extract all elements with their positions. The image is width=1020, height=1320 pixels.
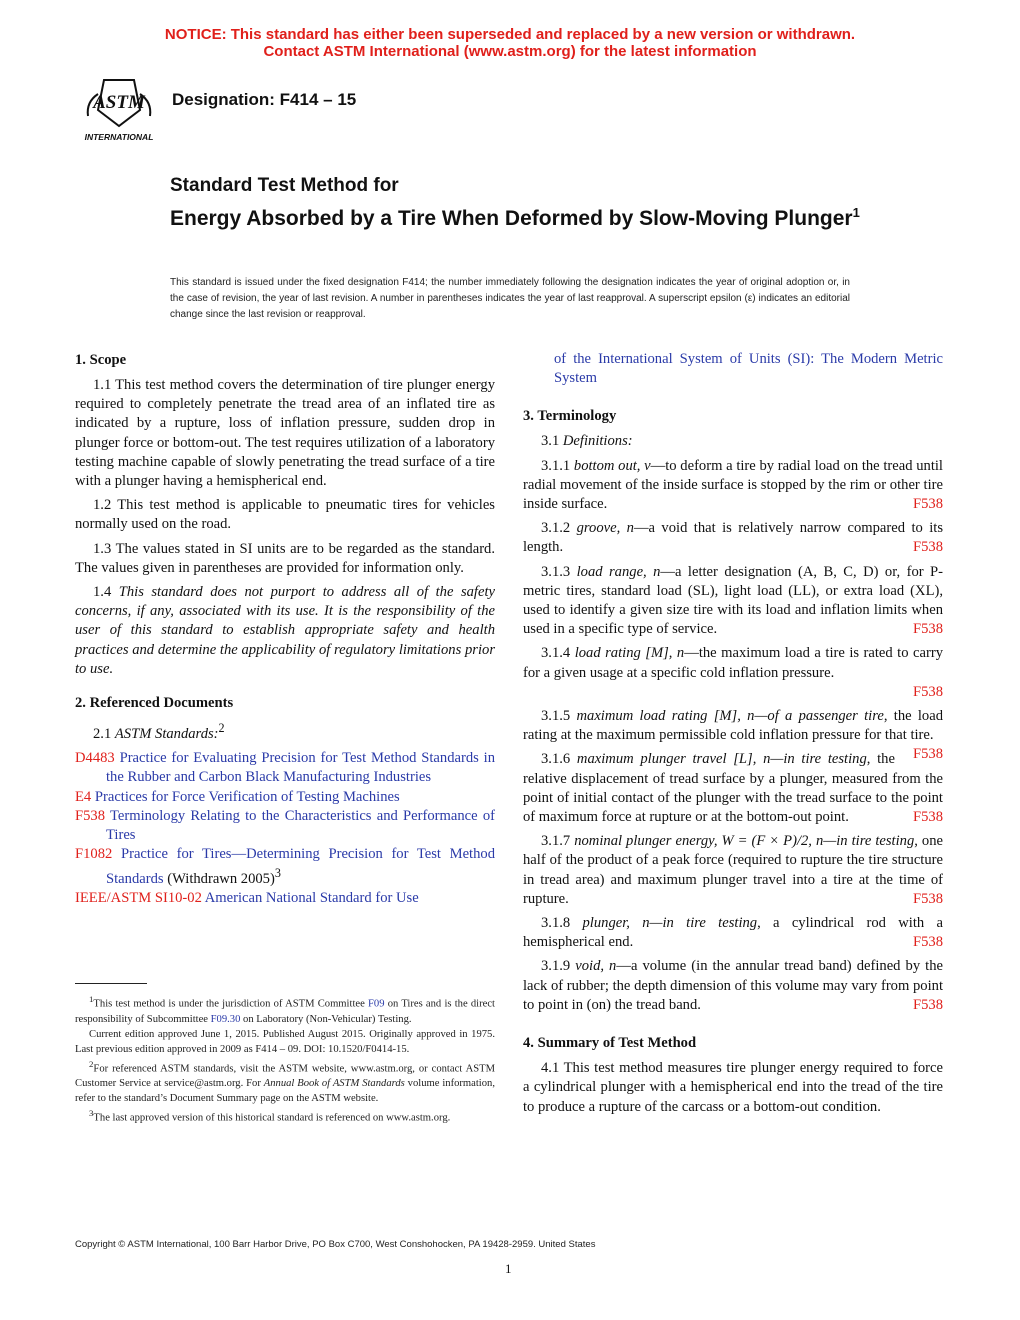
- footnote-1-edition: Current edition approved June 1, 2015. Published August 2015. Originally approved in 1975. Last previous edition approved in 2009 as F414 – 09. DOI: 10.1520/F0414-15.: [75, 1028, 495, 1055]
- footnote-3: [75, 1106, 495, 1126]
- footnote-text: The last approved version of this historical standard is referenced on www.astm.org.: [93, 1112, 451, 1124]
- term-text: —a letter designation (A, B, C, D) or, for P-metric tires, standard load (SL), light load (LL), or extra load (XL), used to identify a given size tire with its load and inflation limits when used in a specific type of service.: [523, 563, 943, 638]
- footnote-text: on Tires and is the direct responsibility of Subcommittee: [75, 998, 495, 1025]
- scope-heading: 1. Scope: [75, 352, 127, 368]
- scope-1-4-num: 1.4: [93, 584, 119, 601]
- footnote-text: on Laboratory (Non-Vehicular) Testing.: [240, 1013, 412, 1025]
- term-ref-link[interactable]: F538: [912, 809, 943, 826]
- footnote-mark: 2: [89, 1058, 94, 1069]
- defs-num: 3.1: [541, 433, 563, 450]
- page-title: [170, 200, 890, 232]
- term-num: 3.1.8: [541, 915, 583, 932]
- term-ref-link[interactable]: F538: [912, 934, 943, 951]
- title-line-1: Standard Test Method for: [170, 175, 399, 196]
- scope-1-4: [75, 583, 495, 679]
- term-ref-link[interactable]: F538: [912, 996, 943, 1013]
- term-name: bottom out, v: [573, 457, 651, 474]
- scope-1-3: 1.3 The values stated in SI units are to be regarded as the standard. The values given in parentheses are provided for information only.: [75, 540, 495, 576]
- term-ref-link[interactable]: F538: [912, 890, 943, 907]
- term-name: maximum load rating [M], n—of a passenger tire: [576, 708, 884, 725]
- term-ref-link[interactable]: F538: [912, 746, 943, 763]
- term-name: load range, n: [576, 563, 661, 580]
- term-name: void, n: [575, 958, 617, 975]
- footnote-divider: [75, 983, 147, 984]
- scope-1-2: 1.2 This test method is applicable to pneumatic tires for vehicles normally used on the road.: [75, 497, 495, 533]
- term-ref-link[interactable]: F538: [912, 621, 943, 638]
- term-ref-link[interactable]: F538: [912, 496, 943, 513]
- terminology-heading: 3. Terminology: [523, 408, 617, 425]
- term-ref-link[interactable]: F538: [912, 539, 943, 556]
- term-3-1-7: [523, 832, 943, 909]
- term-text: , the load rating at the maximum permissible cold inflation pressure for that tire.: [523, 708, 943, 744]
- term-3-1-1: [523, 457, 943, 515]
- right-column: [523, 350, 943, 1122]
- term-num: 3.1.1: [541, 457, 574, 474]
- ref-e4[interactable]: [75, 788, 495, 807]
- scope-1-1: 1.1 This test method covers the determination of tire plunger energy required to completely penetrate the tread area of an inflated tire as indicated by a rupture, loss of inflation pressure, sudden drop in plunger force or bottom-out. The test requires utilization of a laboratory testing machine capable of slowly penetrating the tread surface of a tire with a plunger having a hemispherical end.: [75, 377, 495, 490]
- ref-footnote-mark: 3: [274, 866, 281, 881]
- ref-title[interactable]: Terminology Relating to the Characteristics and Performance of Tires: [106, 807, 495, 843]
- title-text: Energy Absorbed by a Tire When Deformed by Slow-Moving Plunger: [170, 207, 853, 230]
- term-name: maximum plunger travel [L], n—in tire testing: [576, 751, 867, 768]
- logo-text: ASTM: [93, 92, 145, 113]
- term-3-1-2: [523, 519, 943, 557]
- page-number: 1: [505, 1261, 512, 1276]
- ref-title[interactable]: Practices for Force Verification of Testing Machines: [94, 788, 400, 805]
- term-text: —to deform a tire by radial load on the tread until radial movement of the inside surface is stopped by the rim or other tire inside surface.: [523, 457, 943, 513]
- designation: Designation: F414 – 15: [172, 90, 357, 109]
- subcommittee-link[interactable]: F09.30: [210, 1013, 241, 1025]
- term-name: groove, n: [576, 520, 634, 537]
- summary-heading: 4. Summary of Test Method: [523, 1035, 697, 1052]
- ref-code[interactable]: E4: [75, 788, 92, 805]
- astm-standards-label: [75, 719, 495, 744]
- term-num: 3.1.6: [541, 751, 577, 768]
- term-name: nominal plunger energy, W = (F × P)/2, n—in tire testing: [574, 833, 915, 850]
- term-text: , one half of the product of a peak force (required to rupture the tire structure in tread area) and maximum plunger travel into a tire at the time of rupture.: [523, 833, 943, 907]
- term-text: —a volume (in the annular tread band) defined by the lack of rubber; the depth dimension of this volume may vary from point to point in (on) the tread band.: [523, 958, 943, 1013]
- footnote-italic: Annual Book of ASTM Standards: [263, 1078, 405, 1090]
- ref-code[interactable]: IEEE/ASTM SI10-02: [75, 890, 202, 907]
- scope-1-4-text: This standard does not purport to address all of the safety concerns, if any, associated with its use. It is the responsibility of the user of this standard to establish appropriate safety and health practices and determine the applicability of regulatory limitations prior to use.: [75, 584, 495, 677]
- left-column: [75, 350, 495, 909]
- footnote-1: [75, 992, 495, 1027]
- term-3-1-8: [523, 914, 943, 952]
- notice-line-1: NOTICE: This standard has either been superseded and replaced by a new version or withdrawn.: [164, 26, 856, 43]
- term-num: 3.1.7: [541, 833, 575, 850]
- term-ref-link[interactable]: F538: [912, 683, 943, 700]
- term-name: plunger, n—in tire testing: [582, 915, 758, 932]
- term-num: 3.1.3: [541, 563, 577, 580]
- title-footnote-mark: 1: [852, 205, 860, 220]
- copyright: Copyright © ASTM International, 100 Barr Harbor Drive, PO Box C700, West Conshohocken, PA 19428-2959. United States: [75, 1239, 596, 1250]
- footnote-text: This test method is under the jurisdiction of ASTM Committee: [93, 998, 368, 1010]
- term-3-1-6: [523, 750, 943, 827]
- term-text: —the maximum load a tire is rated to carry for a given usage at a specific cold inflation pressure.: [523, 645, 943, 681]
- ref-d4483[interactable]: [75, 749, 495, 787]
- term-text: , a cylindrical rod with a hemispherical end.: [523, 915, 943, 951]
- footnote-mark: 3: [89, 1108, 94, 1119]
- ref-title[interactable]: Practice for Tires—Determining Precision for Test Method Standards: [106, 846, 495, 888]
- ref-f1082[interactable]: [75, 845, 495, 889]
- refdocs-sub-mark: 2: [218, 721, 225, 736]
- term-text: —a void that is relatively narrow compared to its length.: [523, 520, 943, 556]
- term-num: 3.1.4: [541, 645, 575, 662]
- ref-f538[interactable]: [75, 807, 495, 845]
- issued-note: This standard is issued under the fixed designation F414; the number immediately following the designation indicates the year of original adoption or, in the case of revision, the year of last revision. A number in parentheses indicates the year of last reapproval. A superscript epsilon (ε) indicates an editorial change since the last revision or reapproval.: [170, 277, 850, 320]
- notice-line-2: Contact ASTM International (www.astm.org) for the latest information: [263, 43, 757, 60]
- term-text: , the relative displacement of tread surface by a plunger, measured from the point of initial contact of the plunger with the tread surface to the point of maximum force at rupture or at the bottom-out point.: [523, 751, 943, 826]
- committee-link[interactable]: F09: [368, 998, 385, 1010]
- ref-code[interactable]: D4483: [75, 750, 115, 767]
- term-3-1-4: [523, 644, 943, 702]
- ref-title-first-line[interactable]: American National Standard for Use: [204, 890, 419, 907]
- term-3-1-3: [523, 563, 943, 640]
- term-num: 3.1.2: [541, 520, 577, 537]
- refdocs-sub-num: 2.1: [93, 725, 115, 742]
- ref-title-continued[interactable]: of the International System of Units (SI): The Modern Metric System: [554, 351, 943, 387]
- logo-subtext: INTERNATIONAL: [84, 132, 154, 142]
- ref-code[interactable]: F1082: [75, 846, 113, 863]
- refdocs-sub-label: ASTM Standards:: [114, 725, 219, 742]
- footnote-text: For referenced ASTM standards, visit the ASTM website, www.astm.org, or contact ASTM Customer Service at service@astm.org. For: [75, 1063, 495, 1090]
- withdrawal-notice: [0, 26, 1020, 60]
- term-num: 3.1.5: [541, 708, 577, 725]
- defs-label: Definitions:: [562, 433, 633, 450]
- footnote-mark: 1: [89, 994, 94, 1004]
- term-name: load rating [M], n: [574, 645, 685, 662]
- astm-logo-icon: [74, 74, 164, 146]
- term-3-1-9: [523, 957, 943, 1015]
- footnote-text: volume information, refer to the standard’s Document Summary page on the ASTM website.: [75, 1078, 495, 1105]
- ref-ieee-si10[interactable]: [75, 889, 495, 908]
- ref-code[interactable]: F538: [75, 807, 106, 824]
- term-num: 3.1.9: [541, 958, 576, 975]
- footnote-2: [75, 1057, 495, 1107]
- summary-4-1: 4.1 This test method measures tire plunger energy required to force a cylindrical plunger with a hemispherical end into the tread of the tire to produce a rupture of the carcass or a bottom-out condition.: [523, 1060, 943, 1115]
- ref-title[interactable]: Practice for Evaluating Precision for Test Method Standards in the Rubber and Carbon Black Manufacturing Industries: [106, 750, 495, 786]
- footnotes: [75, 992, 495, 1126]
- ref-ieee-continued[interactable]: [523, 350, 943, 388]
- refdocs-heading: 2. Referenced Documents: [75, 695, 234, 712]
- definitions-label: [523, 432, 943, 451]
- ref-suffix: (Withdrawn 2005): [163, 871, 275, 888]
